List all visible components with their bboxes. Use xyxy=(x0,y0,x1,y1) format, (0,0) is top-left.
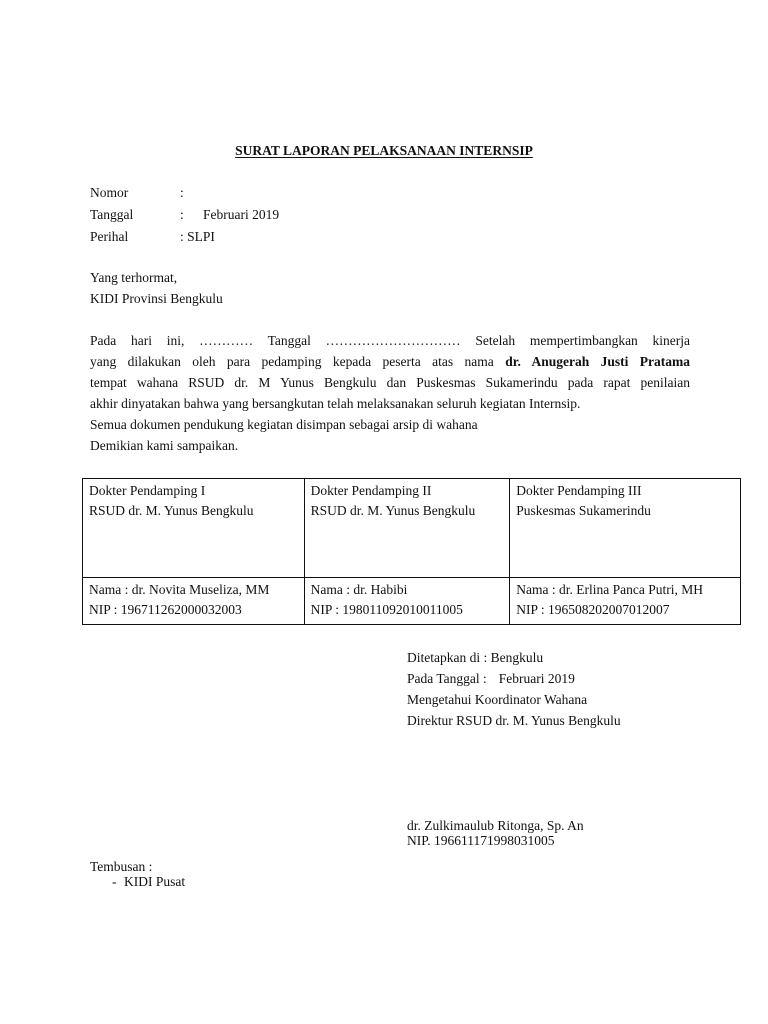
pendamping-3-cell xyxy=(510,479,741,578)
body-line-2: yang dilakukan oleh para pedamping kepada peserta atas nama dr. Anugerah Justi Pratama xyxy=(90,354,691,369)
tembusan-label: Tembusan : xyxy=(90,859,153,874)
participant-name: dr. Anugerah Justi Pratama xyxy=(505,354,691,369)
tembusan-item: KIDI Pusat xyxy=(124,874,186,889)
direktur-line: Direktur RSUD dr. M. Yunus Bengkulu xyxy=(407,713,621,728)
pendamping-2-cell xyxy=(304,479,510,578)
pada-tanggal-line: Pada Tanggal : Februari 2019 xyxy=(407,671,575,686)
pendamping-1-nip: NIP : 196711262000032003 xyxy=(89,602,242,617)
pendamping-1-place: RSUD dr. M. Yunus Bengkulu xyxy=(89,503,254,518)
pendamping-2-nip: NIP : 198011092010011005 xyxy=(310,602,463,617)
body-paragraph xyxy=(90,330,690,456)
pendamping-1-cell xyxy=(83,479,305,578)
body-line-5: Semua dokumen pendukung kegiatan disimpan sebagai arsip di wahana xyxy=(90,417,478,432)
document-title: SURAT LAPORAN PELAKSANAAN INTERNSIP xyxy=(235,143,533,158)
pendamping-3-nip: NIP : 196508202007012007 xyxy=(516,602,670,617)
pendamping-1-identity xyxy=(83,578,305,625)
perihal-label: Perihal xyxy=(90,229,129,244)
pendamping-2-role: Dokter Pendamping II xyxy=(310,483,432,498)
tembusan-dash: - xyxy=(112,874,117,889)
perihal-value: : SLPI xyxy=(180,229,215,244)
signature-table xyxy=(82,478,741,625)
pendamping-3-place: Puskesmas Sukamerindu xyxy=(516,503,651,518)
pendamping-3-name: Nama : dr. Erlina Panca Putri, MH xyxy=(516,582,704,597)
ditetapkan-line: Ditetapkan di : Bengkulu xyxy=(407,650,544,665)
recipient-name: KIDI Provinsi Bengkulu xyxy=(90,291,223,306)
tanggal-colon: : xyxy=(180,207,184,222)
nomor-label: Nomor xyxy=(90,185,129,200)
pendamping-2-place: RSUD dr. M. Yunus Bengkulu xyxy=(310,503,476,518)
signer-nip: NIP. 196611171998031005 xyxy=(407,833,555,848)
tanggal-value: Februari 2019 xyxy=(203,207,280,222)
pendamping-1-name: Nama : dr. Novita Museliza, MM xyxy=(89,582,270,597)
signer-name: dr. Zulkimaulub Ritonga, Sp. An xyxy=(407,818,584,833)
pendamping-1-role: Dokter Pendamping I xyxy=(89,483,206,498)
nomor-colon: : xyxy=(180,185,184,200)
recipient-greeting: Yang terhormat, xyxy=(90,270,178,285)
tanggal-label: Tanggal xyxy=(90,207,134,222)
pendamping-2-identity xyxy=(304,578,510,625)
pendamping-2-name: Nama : dr. Habibi xyxy=(310,582,408,597)
pendamping-3-role: Dokter Pendamping III xyxy=(516,483,642,498)
body-line-4: akhir dinyatakan bahwa yang bersangkutan telah melaksanakan seluruh kegiatan Internsip. xyxy=(90,396,581,411)
mengetahui-line: Mengetahui Koordinator Wahana xyxy=(407,692,588,707)
body-line-3: tempat wahana RSUD dr. M Yunus Bengkulu dan Puskesmas Sukamerindu pada rapat penilaian xyxy=(90,375,690,390)
body-line-1: Pada hari ini, ………… Tanggal ………………………… Setelah mempertimbangkan kinerja xyxy=(90,333,691,348)
pendamping-3-identity xyxy=(510,578,741,625)
body-line-6: Demikian kami sampaikan. xyxy=(90,438,239,453)
